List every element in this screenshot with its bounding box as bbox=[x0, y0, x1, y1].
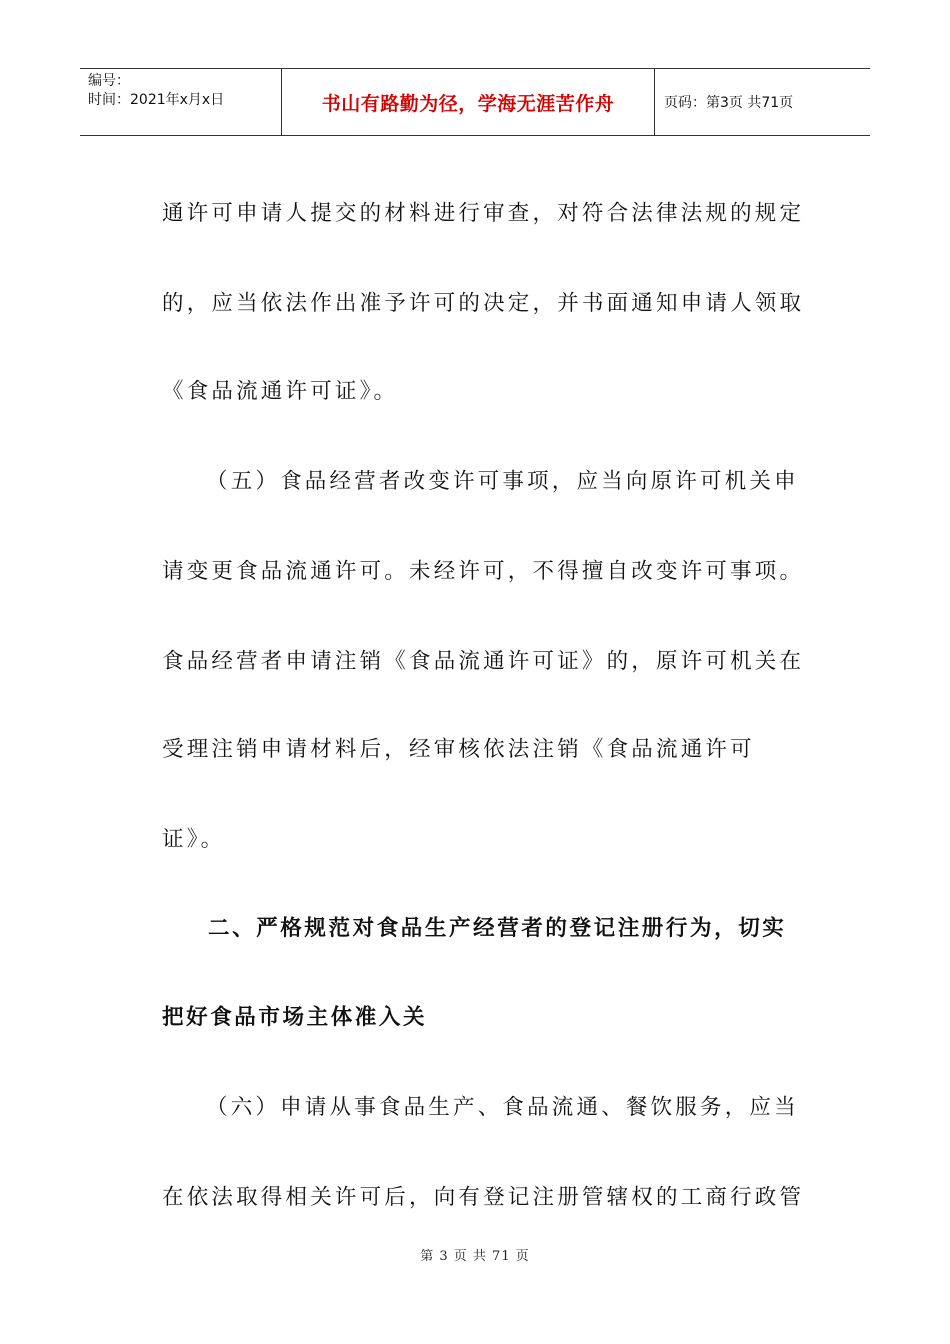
body-line-8: 证》。 bbox=[162, 827, 226, 852]
section-heading-line-1: 二、严格规范对食品生产经营者的登记注册行为，切实 bbox=[208, 916, 787, 941]
page-header bbox=[80, 68, 870, 136]
section-heading-line-2: 把好食品市场主体准入关 bbox=[162, 1005, 428, 1030]
document-number-label: 编号： bbox=[88, 73, 130, 89]
body-line-4: （五）食品经营者改变许可事项，应当向原许可机关申 bbox=[206, 469, 799, 494]
body-line-6: 食品经营者申请注销《食品流通许可证》的，原许可机关在 bbox=[162, 649, 805, 674]
page-footer: 第 3 页 共 71 页 bbox=[420, 1249, 530, 1264]
body-line-2: 的，应当依法作出准予许可的决定，并书面通知申请人领取 bbox=[162, 291, 805, 316]
body-line-11: （六）申请从事食品生产、食品流通、餐饮服务，应当 bbox=[206, 1095, 799, 1120]
body-line-3: 《食品流通许可证》。 bbox=[162, 379, 399, 404]
body-line-12: 在依法取得相关许可后，向有登记注册管辖权的工商行政管 bbox=[162, 1185, 805, 1210]
header-meta bbox=[80, 69, 282, 135]
body-line-5: 请变更食品流通许可。未经许可，不得擅自改变许可事项。 bbox=[162, 559, 805, 584]
document-date-label: 时间：2021年x月x日 bbox=[88, 92, 225, 108]
header-page-number: 页码：第3页 共71页 bbox=[664, 95, 794, 111]
body-line-7: 受理注销申请材料后，经审核依法注销《食品流通许可 bbox=[162, 737, 755, 762]
body-line-1: 通许可申请人提交的材料进行审查，对符合法律法规的规定 bbox=[162, 201, 805, 226]
header-motto: 书山有路勤为径，学海无涯苦作舟 bbox=[282, 69, 655, 135]
